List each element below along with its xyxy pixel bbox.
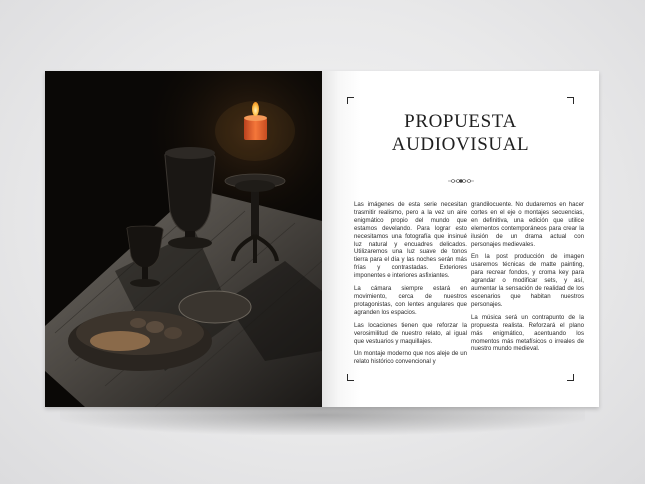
crop-mark-top-left	[347, 97, 354, 104]
paragraph: Las locaciones tienen que reforzar la verosimilitud de nuestro relato, al igual que vestuarios y maquillajes.	[354, 321, 467, 345]
crop-mark-bottom-left	[347, 374, 354, 381]
crop-mark-top-right	[567, 97, 574, 104]
paragraph: La cámara siempre estará en movimiento, cerca de nuestros protagonistas, con lentes angulares que agranden los espacios.	[354, 285, 467, 316]
book-spread	[45, 71, 599, 407]
paragraph: Las imágenes de esta serie necesitan trasmitir realismo, pero a la vez un aire enigmático propio del mundo que estamos develando. Para lograr esto necesitamos una fotografía que insinué luz natural y encuadres delicados. Utilizaremos una luz suave de tonos tierra para el día y las noches serán más frías y contrastadas. Exteriores imponentes e interiores asfixiantes.	[354, 201, 467, 280]
page-title-line-2: AUDIOVISUAL	[391, 134, 530, 155]
text-page	[322, 71, 599, 407]
ornament-divider-icon	[448, 178, 474, 184]
paragraph: En la post producción de imagen usaremos técnicas de matte painting, para recrear fondos, y croma key para agrandar o modificar sets, y así, aumentar la sensación de realidad de los escenarios que habitan nuestros personajes.	[471, 253, 584, 308]
page-title	[322, 110, 599, 156]
crop-mark-bottom-right	[567, 374, 574, 381]
candle-still-life-image	[45, 71, 322, 407]
body-column-right	[471, 201, 584, 358]
page-title-line-1: PROPUESTA	[404, 111, 517, 132]
photo-page	[45, 71, 322, 407]
paragraph: Un montaje moderno que nos aleje de un relato histórico convencional y	[354, 350, 467, 366]
paragraph: grandilocuente. No dudaremos en hacer cortes en el eje o montajes secuencias, en definitiva, una edición que utilice elementos contemporáneos para crear la ilusión de un drama actual con personajes medievales.	[471, 201, 584, 248]
paragraph: La música será un contrapunto de la propuesta realista. Reforzará el plano más enigmático, acentuando los momentos más metafísicos o irreales de nuestro mundo medieval.	[471, 313, 584, 353]
body-column-left	[354, 201, 467, 371]
